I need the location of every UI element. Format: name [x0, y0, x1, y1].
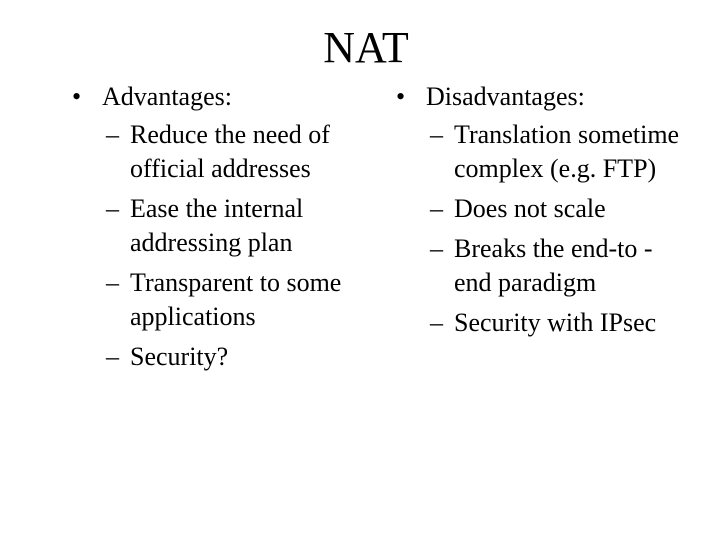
- disadvantages-heading-text: Disadvantages:: [426, 82, 585, 111]
- list-item: [72, 192, 362, 260]
- disadvantages-column: [396, 80, 686, 346]
- dash-icon: –: [106, 342, 119, 371]
- list-item: [396, 192, 686, 226]
- list-item: [396, 306, 686, 340]
- bullet-icon: •: [72, 82, 82, 111]
- advantage-text: Ease the internal addressing plan: [130, 194, 304, 257]
- dash-icon: –: [430, 234, 443, 263]
- dash-icon: –: [106, 120, 119, 149]
- bullet-icon: •: [396, 82, 406, 111]
- list-item: [396, 232, 686, 300]
- disadvantage-text: Security with IPsec: [454, 308, 657, 337]
- advantages-heading-text: Advantages:: [102, 82, 232, 111]
- advantage-text: Security?: [130, 342, 229, 371]
- dash-icon: –: [430, 308, 443, 337]
- advantage-text: Transparent to some applications: [130, 268, 342, 331]
- advantages-column: [72, 80, 362, 380]
- list-item: [72, 266, 362, 334]
- disadvantage-text: Translation sometime complex (e.g. FTP): [454, 120, 680, 183]
- advantage-text: Reduce the need of official addresses: [130, 120, 330, 183]
- dash-icon: –: [430, 120, 443, 149]
- disadvantages-list: [396, 118, 686, 340]
- disadvantage-text: Breaks the end-to -end paradigm: [454, 234, 653, 297]
- list-item: [72, 340, 362, 374]
- disadvantage-text: Does not scale: [454, 194, 606, 223]
- list-item: [72, 118, 362, 186]
- slide-title: NAT: [323, 23, 409, 72]
- dash-icon: –: [106, 194, 119, 223]
- dash-icon: –: [106, 268, 119, 297]
- disadvantages-heading: [396, 80, 686, 114]
- dash-icon: –: [430, 194, 443, 223]
- list-item: [396, 118, 686, 186]
- advantages-heading: [72, 80, 362, 114]
- advantages-list: [72, 118, 362, 374]
